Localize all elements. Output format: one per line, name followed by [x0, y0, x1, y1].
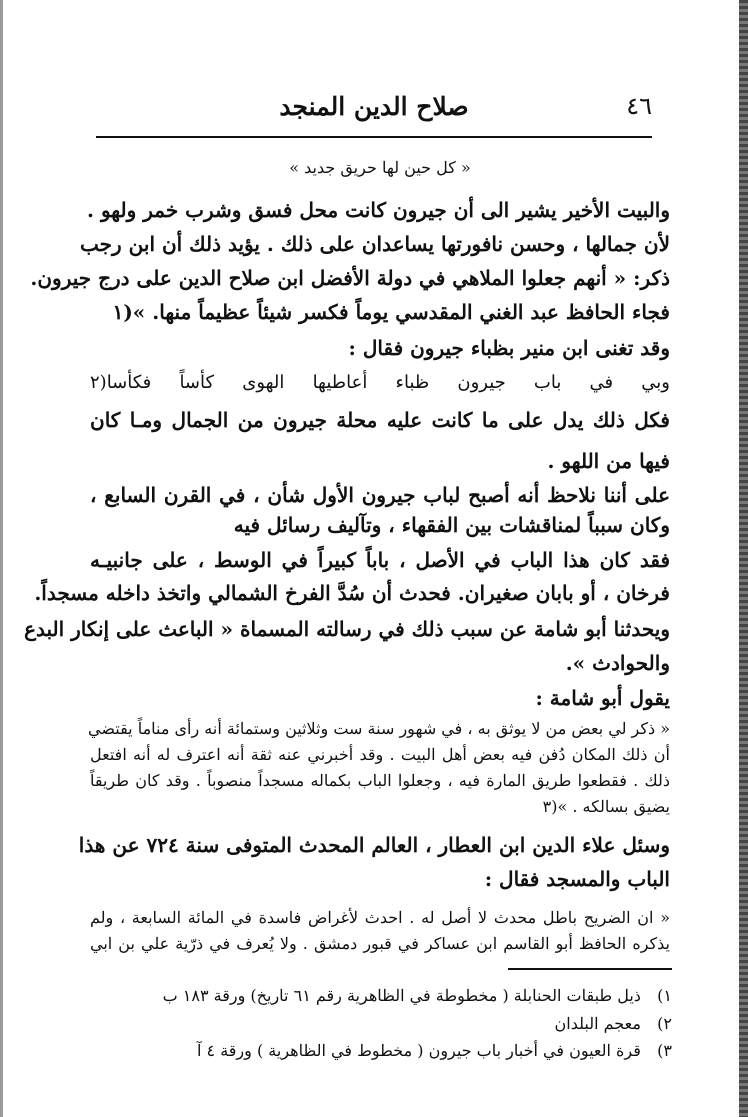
footnote-rule [508, 968, 672, 970]
page-binding-edge [739, 0, 748, 1117]
footnote-3 [120, 1038, 672, 1064]
footnote-text: ذيل طبقات الحنابلة ( مخطوطة في الظاهرية رقم ٦١ تاريخ) ورقة ١٨٣ ب [162, 986, 641, 1005]
page-number: ٤٦ [626, 92, 652, 120]
footnote-number: ٢) [657, 1014, 672, 1033]
text-line: وسئل علاء الدين ابن العطار ، العالم المحدث المتوفى سنة ٧٢٤ عن هذا [78, 833, 670, 857]
verse-line: وبي في باب جيرون ظباء أعاطيها الهوى كأساً فكأسا(٢ [90, 372, 670, 393]
text-line: ذكر: « أنهم جعلوا الملاهي في دولة الأفضل ابن صلاح الدين على درج جيرون. [30, 266, 670, 290]
text-line: على أننا نلاحظ أنه أصبح لباب جيرون الأول شأن ، في القرن السابع ، [90, 483, 670, 507]
header-rule [96, 136, 652, 138]
text-line: فقد كان هذا الباب في الأصل ، باباً كبيراً في الوسط ، على جانبيـه [90, 548, 670, 572]
text-line: وقد تغنى ابن منير بظباء جيرون فقال : [348, 336, 670, 360]
text-line: وكان سبباً لمناقشات بين الفقهاء ، وتآليف رسائل فيه [233, 513, 670, 537]
footnote-text: معجم البلدان [554, 1014, 641, 1033]
footnote-number: ١) [657, 986, 672, 1005]
quoted-text-line: أن ذلك المكان دُفن فيه بعض أهل البيت . وقد أخبرني عنه ثقة أنه اعترف له أنه افتعل [90, 745, 670, 764]
footnote-1 [120, 983, 672, 1009]
text-line: لأن جمالها ، وحسن نافورتها يساعدان على ذلك . يؤيد ذلك أن ابن رجب [80, 232, 670, 256]
quoted-text-line: يضيق بسالكه . »(٣ [542, 797, 670, 816]
quoted-text-line: يذكره الحافظ أبو القاسم ابن عساكر في قبور دمشق . ولا يُعرف في ذرّية علي بن ابي [90, 934, 670, 953]
text-line: فجاء الحافظ عبد الغني المقدسي يوماً فكسر شيئاً عظيماً منها. »(١ [112, 300, 670, 324]
running-title: صلاح الدين المنجد [279, 92, 469, 121]
quote-line: « كل حين لها حريق جديد » [289, 158, 471, 177]
footnote-number: ٣) [657, 1041, 672, 1060]
page-left-edge [0, 0, 3, 1117]
footnote-2 [120, 1011, 672, 1037]
text-line: فكل ذلك يدل على ما كانت عليه محلة جيرون من الجمال ومـا كان [90, 408, 670, 432]
text-line: فيها من اللهو . [547, 449, 670, 473]
text-line: فرخان ، أو بابان صغيران. فحدث أن سُدَّ الفرخ الشمالي واتخذ داخله مسجداً. [34, 581, 670, 605]
quoted-text-line: « ذكر لي بعض من لا يوثق به ، في شهور سنة ست وثلاثين وستمائة أنه رأى مناماً يقتضي [88, 719, 670, 738]
text-line: الباب والمسجد فقال : [484, 867, 670, 891]
quoted-text-line: ذلك . فقطعوا طريق المارة فيه ، وجعلوا الباب بكماله مسجداً منصوباً . وقد كان طريقاً [90, 771, 670, 790]
text-line: يقول أبو شامة : [535, 686, 670, 710]
text-line: ويحدثنا أبو شامة عن سبب ذلك في رسالته المسماة « الباعث على إنكار البدع [24, 617, 670, 641]
footnote-text: قرة العيون في أخبار باب جيرون ( مخطوط في الظاهرية ) ورقة ٤ آ [196, 1041, 641, 1060]
quoted-text-line: « ان الضريح باطل محدث لا أصل له . احدث لأغراض فاسدة في المائة السابعة ، ولم [90, 908, 670, 927]
running-header [96, 92, 652, 128]
text-line: والحوادث ». [565, 651, 670, 675]
text-line: والبيت الأخير يشير الى أن جيرون كانت محل فسق وشرب خمر ولهو . [87, 198, 670, 222]
